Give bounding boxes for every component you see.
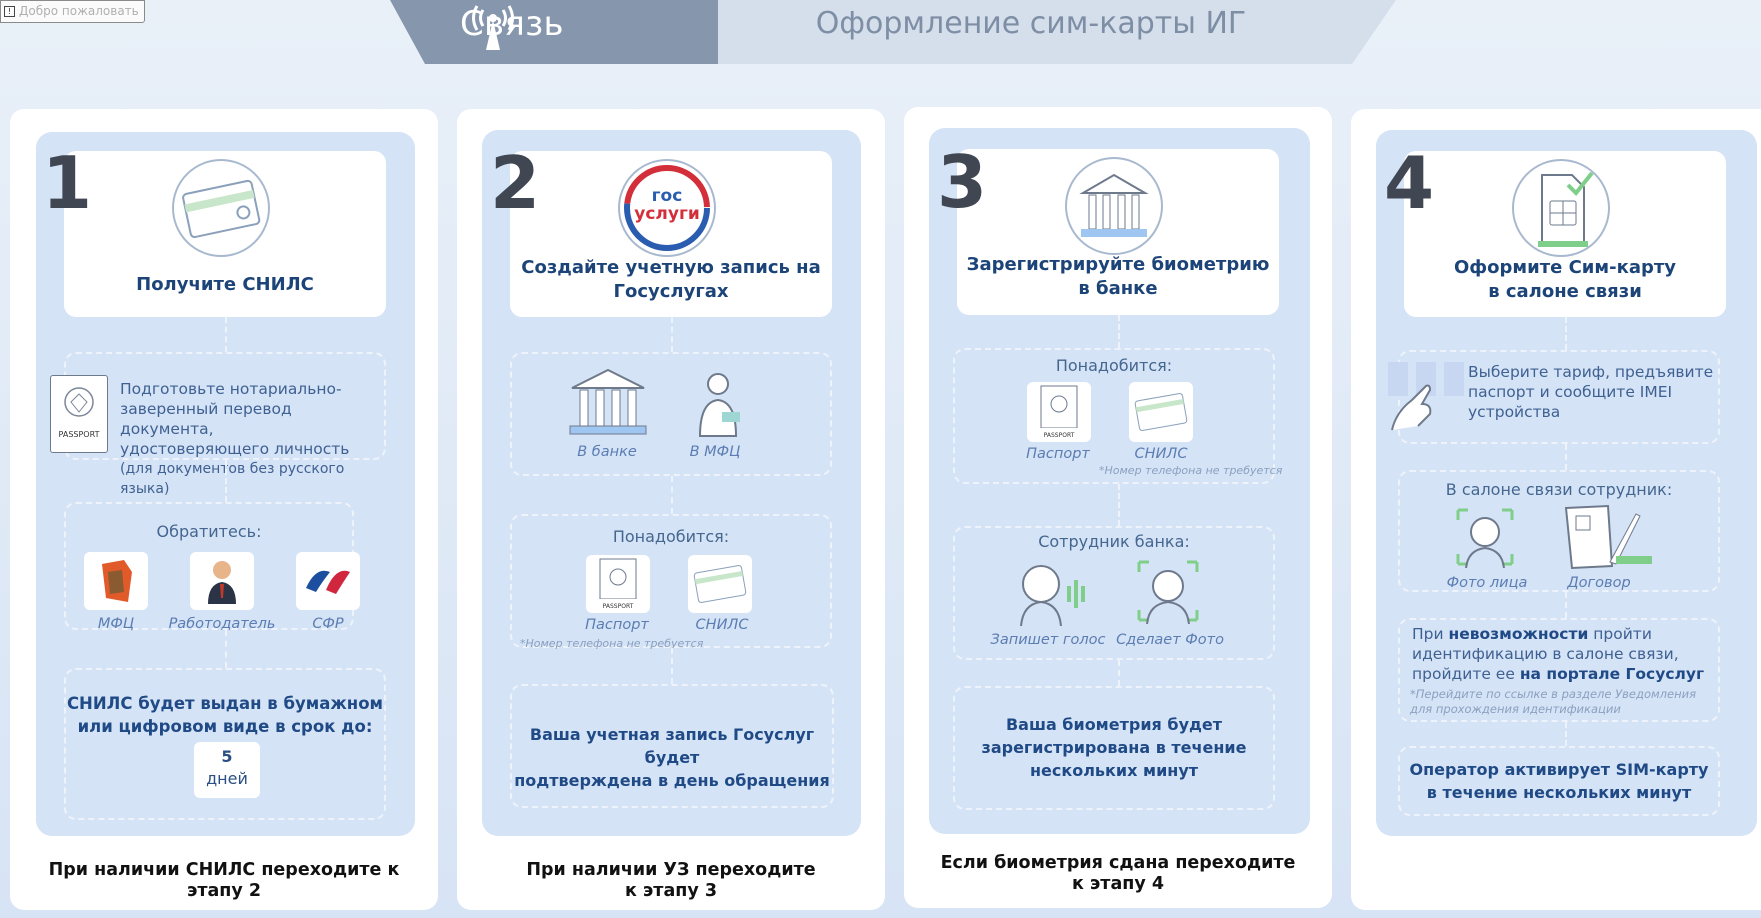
salon-heading: В салоне связи сотрудник: [1445, 480, 1673, 499]
step-2-panel [482, 130, 861, 836]
contact-heading: Обратитесь: [156, 522, 262, 541]
connector [1565, 317, 1567, 350]
connector [1565, 722, 1567, 746]
step-1-title: Получите СНИЛС [136, 274, 314, 295]
step-2-title-card [510, 151, 832, 317]
step-1-title-card [64, 151, 386, 317]
bank-building-icon [566, 366, 650, 438]
need-passport: Паспорт [585, 617, 649, 633]
step-2-footer: При наличии УЗ переходите к этапу 3 [526, 860, 816, 901]
days-counter: 5 дней [194, 742, 260, 798]
snils-card-icon [688, 555, 752, 613]
connector [1118, 660, 1120, 686]
mfc-logo-icon[interactable] [84, 552, 148, 610]
voice-record-icon [1011, 556, 1095, 626]
step-4-title: Оформите Сим-карту в салоне связи [1453, 257, 1677, 302]
snils-card-icon [172, 159, 270, 257]
passport-icon: PASSPORT [1027, 382, 1091, 442]
step-4-number: 4 [1384, 141, 1435, 225]
employer-icon[interactable] [190, 552, 254, 610]
step-3-panel [929, 128, 1310, 834]
phone-note: *Номер телефона не требуется [1099, 464, 1283, 477]
touch-hand-icon [1382, 360, 1466, 436]
step-3-title: Зарегистрируйте биометрию в банке [966, 254, 1270, 299]
sfr-logo-icon[interactable] [296, 552, 360, 610]
face-photo-icon [1452, 504, 1518, 570]
gosuslugi-logo-text: гос услуги [634, 186, 700, 224]
step-4-hint: *Перейдите по ссылке в разделе Уведомления для прохождения идентификации [1410, 687, 1697, 716]
step-1-doc-instructions: Подготовьте нотариально- заверенный перевод документа, удостоверяющего личность (для документов без русского языка) [120, 380, 350, 497]
welcome-tooltip: ! Добро пожаловать [0, 0, 145, 23]
step-3-number: 3 [937, 140, 988, 224]
contract-icon [1558, 502, 1654, 572]
step-3-column [904, 107, 1332, 908]
passport-icon: PASSPORT [586, 555, 650, 613]
step-1-panel [36, 132, 415, 836]
step-1-column [10, 109, 438, 910]
step-4-column [1351, 109, 1761, 910]
staff-heading: Сотрудник банка: [1038, 532, 1190, 551]
need-snils: СНИЛС [1134, 446, 1188, 462]
phone-note: *Номер телефона не требуется [520, 637, 704, 650]
option-sfr[interactable]: СФР [312, 616, 344, 632]
sim-card-icon [1512, 159, 1610, 257]
step-3-result-text: Ваша биометрия будет зарегистрирована в течение нескольких минут [981, 715, 1247, 780]
connector [225, 317, 227, 352]
connector [225, 460, 227, 502]
info-icon: ! [4, 6, 15, 17]
mfc-employee-icon [692, 366, 748, 438]
step-2-number: 2 [490, 141, 541, 225]
connector [1118, 315, 1120, 348]
step-3-footer: Если биометрия сдана переходите к этапу 4 [940, 853, 1296, 894]
step-4-fallback-text: При невозможности пройти идентификацию в салоне связи, пройдите ее на портале Госуслуг [1412, 625, 1705, 683]
step-2-column [457, 109, 885, 910]
connector [225, 630, 227, 668]
step-4-panel [1376, 130, 1757, 836]
connector [1565, 592, 1567, 618]
option-employer[interactable]: Работодатель [168, 616, 276, 632]
connector [1565, 444, 1567, 470]
step-4-result-text: Оператор активирует SIM-карту в течение нескольких минут [1409, 760, 1709, 802]
option-mfc[interactable]: МФЦ [97, 616, 135, 632]
tab-svyaz[interactable]: Связь [460, 4, 564, 44]
connector [671, 476, 673, 514]
step-4-tariff-text: Выберите тариф, предъявите паспорт и сообщите IMEI устройства [1468, 363, 1714, 421]
bank-building-icon [1065, 157, 1163, 255]
face-photo-icon [1133, 556, 1203, 626]
snils-card-icon [1129, 382, 1193, 442]
step-3-title-card [957, 149, 1279, 315]
tab-sim-registration[interactable]: Оформление сим-карты ИГ [815, 6, 1247, 41]
step-1-footer: При наличии СНИЛС переходите к этапу 2 [48, 860, 400, 901]
step-2-title: Создайте учетную запись на Госуслугах [521, 257, 821, 302]
staff-action-voice: Запишет голос [990, 632, 1106, 648]
salon-action-photo: Фото лица [1446, 575, 1528, 591]
staff-action-photo: Сделает Фото [1116, 632, 1224, 648]
place-bank[interactable]: В банке [577, 444, 637, 460]
step-2-result-text: Ваша учетная запись Госуслуг будет подтверждена в день обращения [514, 725, 830, 790]
step-1-number: 1 [42, 141, 93, 225]
need-heading: Понадобится: [1055, 356, 1173, 375]
step-4-title-card [1404, 151, 1726, 317]
need-heading: Понадобится: [612, 527, 730, 546]
connector [671, 317, 673, 352]
salon-action-contract: Договор [1567, 575, 1631, 591]
step-1-result-text: СНИЛС будет выдан в бумажном или цифровом виде в срок до: [66, 694, 384, 736]
need-passport: Паспорт [1026, 446, 1090, 462]
connector [671, 648, 673, 684]
need-snils: СНИЛС [695, 617, 749, 633]
connector [1118, 484, 1120, 526]
passport-icon: PASSPORT [50, 375, 108, 453]
place-mfc[interactable]: В МФЦ [689, 444, 741, 460]
